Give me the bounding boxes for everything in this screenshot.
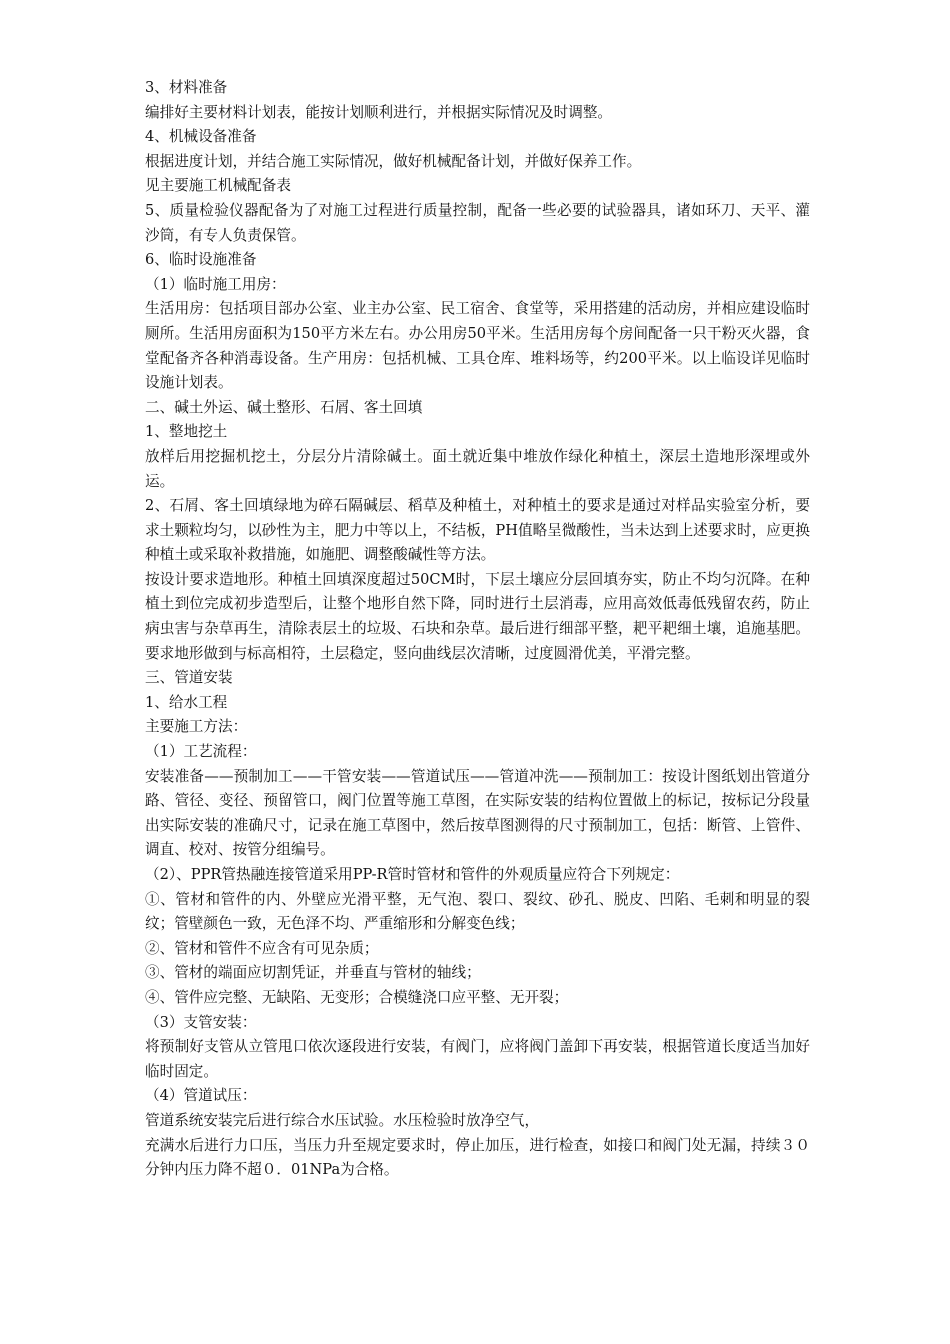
paragraph: 安装准备——预制加工——干管安装——管道试压——管道冲洗——预制加工：按设计图纸划出管道分路、管径、变径、预留管口，阀门位置等施工草图，在实际安装的结构位置做上的标记，按标记分段量出实际安装的准确尺寸，记录在施工草图中，然后按草图测得的尺寸预制加工，包括：断管、上管件、调直、校对、按管分组编号。 (145, 767, 810, 859)
paragraph: 放样后用挖掘机挖土，分层分片清除碱土。面土就近集中堆放作绿化种植土，深层土造地形深埋或外运。 (145, 447, 810, 490)
section-heading-water-supply: 1、给水工程 (145, 693, 228, 711)
chapter-heading-soil: 二、碱土外运、碱土整形、石屑、客土回填 (145, 398, 423, 416)
paragraph: 生活用房：包括项目部办公室、业主办公室、民工宿舍、食堂等，采用搭建的活动房，并相应建设临时厕所。生活用房面积为150平方米左右。办公用房50平米。生活用房每个房间配备一只干粉灭火器，食堂配备齐各种消毒设备。生产用房：包括机械、工具仓库、堆料场等，约200平米。以上临设详见临时设施计划表。 (145, 300, 810, 392)
chapter-heading-pipes: 三、管道安装 (145, 669, 233, 687)
list-item: ④、管件应完整、无缺陷、无变形；合模缝浇口应平整、无开裂； (145, 988, 569, 1006)
subheading: （3）支管安装： (145, 1013, 257, 1031)
document-page (145, 76, 810, 1183)
paragraph: 根据进度计划，并结合施工实际情况，做好机械配备计划，并做好保养工作。 (145, 152, 642, 170)
paragraph: 按设计要求造地形。种植土回填深度超过50CM时，下层土壤应分层回填夯实，防止不均匀沉降。在种植土到位完成初步造型后，让整个地形自然下降，同时进行土层消毒，应用高效低毒低残留农药，防止病虫害与杂草再生，清除表层土的垃圾、石块和杂草。最后进行细部平整，耙平耙细土壤，追施基肥。要求地形做到与标高相符，土层稳定，竖向曲线层次清晰，过度圆滑优美，平滑完整。 (145, 570, 810, 662)
paragraph: 5、质量检验仪器配备为了对施工过程进行质量控制，配备一些必要的试验器具，诸如环刀、天平、灌沙筒，有专人负责保管。 (145, 201, 810, 244)
paragraph: 编排好主要材料计划表，能按计划顺利进行，并根据实际情况及时调整。 (145, 103, 613, 121)
subheading: （4）管道试压： (145, 1087, 257, 1105)
section-heading-machinery: 4、机械设备准备 (145, 128, 257, 146)
paragraph: 管道系统安装完后进行综合水压试验。水压检验时放净空气， (145, 1111, 540, 1129)
section-heading-materials: 3、材料准备 (145, 79, 228, 96)
subheading: （1）工艺流程： (145, 743, 257, 761)
paragraph: 充满水后进行力口压，当压力升至规定要求时，停止加压，进行检查，如接口和阀门处无漏，持续３０分钟内压力降不超０．01NPa为合格。 (145, 1136, 810, 1179)
list-item: ②、管材和管件不应含有可见杂质； (145, 939, 379, 957)
subheading: （1）临时施工用房： (145, 275, 286, 293)
paragraph: 见主要施工机械配备表 (145, 177, 291, 195)
list-item: ①、管材和管件的内、外壁应光滑平整，无气泡、裂口、裂纹、砂孔、脱皮、凹陷、毛刺和明显的裂纹；管壁颜色一致，无色泽不均、严重缩形和分解变色线； (145, 890, 810, 933)
list-item: ③、管材的端面应切割凭证，并垂直与管材的轴线； (145, 964, 481, 982)
paragraph: 主要施工方法： (145, 718, 248, 736)
subheading: （2）、PPR管热融连接管道采用PP-R管时管材和管件的外观质量应符合下列规定： (145, 866, 680, 883)
paragraph: 2、石屑、客土回填绿地为碎石隔碱层、稻草及种植土，对种植土的要求是通过对样品实验室分析，要求土颗粒均匀，以砂性为主，肥力中等以上，不结板，PH值略呈微酸性，当未达到上述要求时，应更换种植土或采取补救措施，如施肥、调整酸碱性等方法。 (145, 497, 810, 564)
section-heading-temporary-facilities: 6、临时设施准备 (145, 251, 257, 269)
section-heading-excavation: 1、整地挖土 (145, 423, 228, 441)
paragraph: 将预制好支管从立管甩口依次逐段进行安装，有阀门，应将阀门盖卸下再安装，根据管道长度适当加好临时固定。 (145, 1038, 810, 1080)
